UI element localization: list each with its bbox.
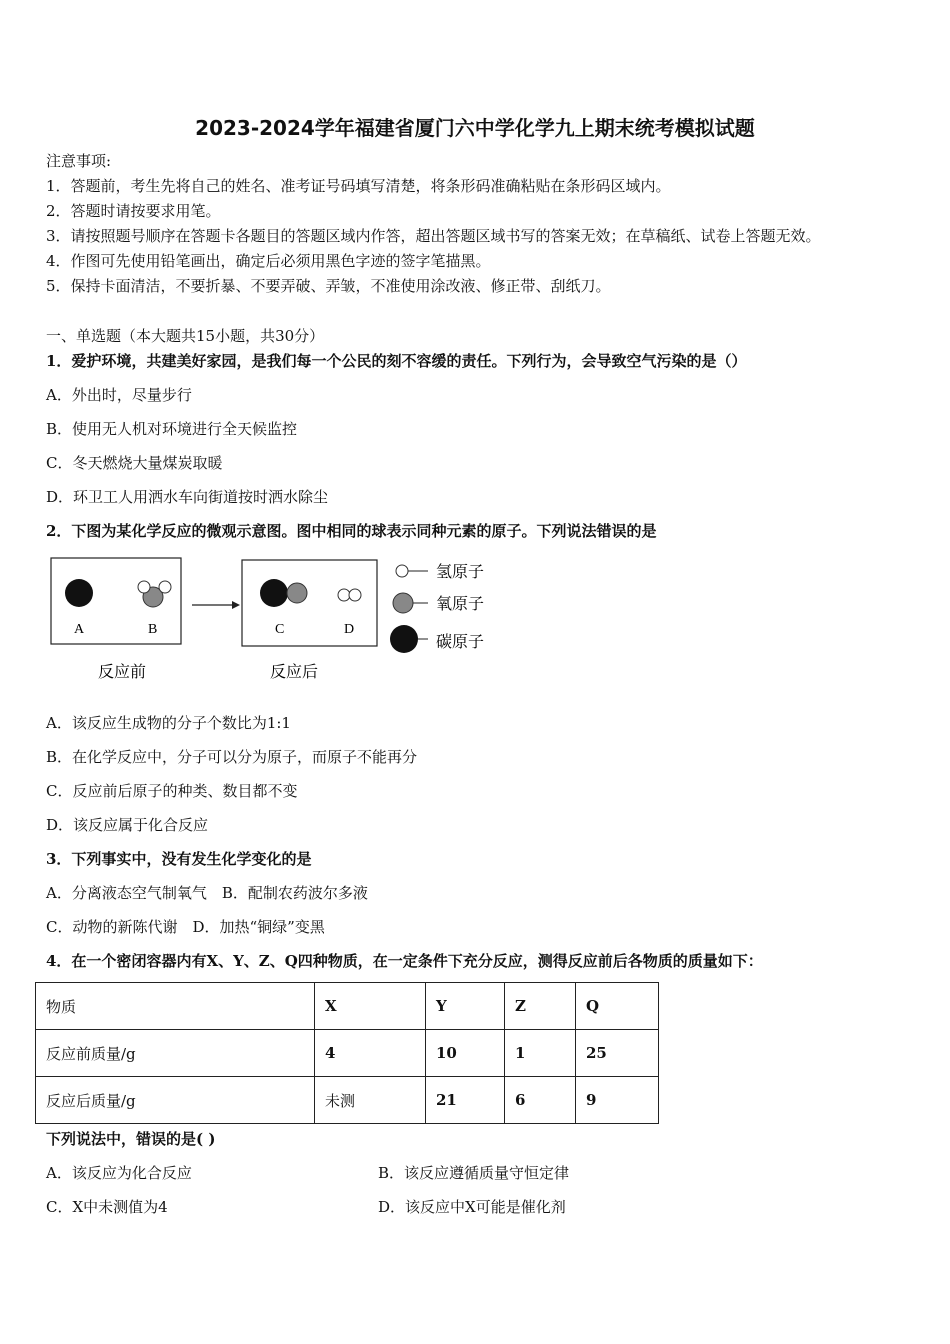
question-2-stem: 2．下图为某化学反应的微观示意图。图中相同的球表示同种元素的原子。下列说法错误的是 (46, 522, 657, 540)
legend-hydrogen: 氢原子 (436, 562, 485, 581)
question-4-options-row-2 (46, 1197, 906, 1217)
question-4-option-a: A．该反应为化合反应 (46, 1164, 192, 1182)
legend-hydrogen-icon (396, 565, 408, 577)
table-cell: 反应后质量/g (36, 1077, 315, 1124)
question-2-option-d: D．该反应属于化合反应 (46, 816, 209, 834)
notice-item: 2．答题时请按要求用笔。 (46, 202, 221, 220)
label-d: D (344, 622, 355, 637)
question-4-question: 下列说法中，错误的是( ) (46, 1130, 216, 1148)
table-cell: 物质 (36, 983, 315, 1030)
table-cell: 未测 (315, 1077, 426, 1124)
legend-carbon: 碳原子 (436, 632, 485, 651)
reaction-diagram (46, 555, 506, 690)
question-4-option-d: D．该反应中X可能是催化剂 (378, 1198, 566, 1216)
table-cell: 9 (576, 1077, 659, 1124)
question-3-options-row-2: C．动物的新陈代谢 D．加热“铜绿”变黑 (46, 918, 325, 936)
legend-oxygen: 氧原子 (436, 594, 485, 613)
label-b: B (148, 622, 158, 637)
table-cell: 25 (576, 1030, 659, 1077)
question-2-option-a: A．该反应生成物的分子个数比为1:1 (46, 714, 291, 732)
question-1-option-b: B．使用无人机对环境进行全天候监控 (46, 420, 298, 438)
table-cell: 4 (315, 1030, 426, 1077)
question-1-option-d: D．环卫工人用洒水车向街道按时洒水除尘 (46, 488, 329, 506)
label-a: A (74, 622, 85, 637)
arrow-head (232, 601, 240, 609)
table-cell: 21 (426, 1077, 505, 1124)
notice-item: 5．保持卡面清洁，不要折暴、不要弄破、弄皱，不准使用涂改液、修正带、刮纸刀。 (46, 277, 611, 295)
question-2-option-b: B．在化学反应中，分子可以分为原子，而原子不能再分 (46, 748, 418, 766)
after-box (242, 560, 377, 646)
table-header-row (36, 983, 659, 1030)
hydrogen-atom-d2 (349, 589, 361, 601)
page-title: 2023-2024学年福建省厦门六中学化学九上期末统考模拟试题 (195, 116, 755, 140)
hydrogen-atom-b2 (159, 581, 171, 593)
notice-item: 1．答题前，考生先将自己的姓名、准考证号码填写清楚，将条形码准确粘贴在条形码区域内。 (46, 177, 671, 195)
table-row (36, 1077, 659, 1124)
question-4-stem: 4．在一个密闭容器内有X、Y、Z、Q四种物质，在一定条件下充分反应，测得反应前后各物质的质量如下： (46, 952, 763, 970)
carbon-atom-c (260, 579, 288, 607)
notice-item: 3．请按照题号顺序在答题卡各题目的答题区域内作答，超出答题区域书写的答案无效；在草稿纸、试卷上答题无效。 (46, 227, 821, 245)
hydrogen-atom-b1 (138, 581, 150, 593)
question-1-option-c: C．冬天燃烧大量煤炭取暖 (46, 454, 223, 472)
question-3-stem: 3．下列事实中，没有发生化学变化的是 (46, 850, 312, 868)
table-cell: 反应前质量/g (36, 1030, 315, 1077)
question-4-option-c: C．X中未测值为4 (46, 1198, 168, 1216)
caption-after: 反应后 (270, 662, 319, 681)
question-4-option-b: B．该反应遵循质量守恒定律 (378, 1164, 570, 1182)
table-cell: Y (426, 983, 505, 1030)
question-2-option-c: C．反应前后原子的种类、数目都不变 (46, 782, 298, 800)
hydrogen-atom-d1 (338, 589, 350, 601)
table-cell: 10 (426, 1030, 505, 1077)
caption-before: 反应前 (98, 662, 147, 681)
legend-carbon-icon (390, 625, 418, 653)
table-cell: Z (505, 983, 576, 1030)
table-cell: 6 (505, 1077, 576, 1124)
notice-heading: 注意事项: (46, 152, 112, 170)
question-1-stem: 1．爱护环境，共建美好家园，是我们每一个公民的刻不容缓的责任。下列行为，会导致空气污染的是（） (46, 352, 747, 370)
table-row (36, 1030, 659, 1077)
table-cell: Q (576, 983, 659, 1030)
legend-oxygen-icon (393, 593, 413, 613)
label-c: C (275, 622, 285, 637)
table-cell: 1 (505, 1030, 576, 1077)
oxygen-atom-c (287, 583, 307, 603)
mass-table (35, 982, 659, 1124)
section-heading: 一、单选题（本大题共15小题，共30分） (46, 327, 325, 345)
carbon-atom-a (65, 579, 93, 607)
question-3-options-row-1: A．分离液态空气制氧气 B．配制农药波尔多液 (46, 884, 368, 902)
question-4-options-row-1 (46, 1163, 906, 1183)
notice-item: 4．作图可先使用铅笔画出，确定后必须用黑色字迹的签字笔描黑。 (46, 252, 491, 270)
table-cell: X (315, 983, 426, 1030)
question-1-option-a: A．外出时，尽量步行 (46, 386, 192, 404)
